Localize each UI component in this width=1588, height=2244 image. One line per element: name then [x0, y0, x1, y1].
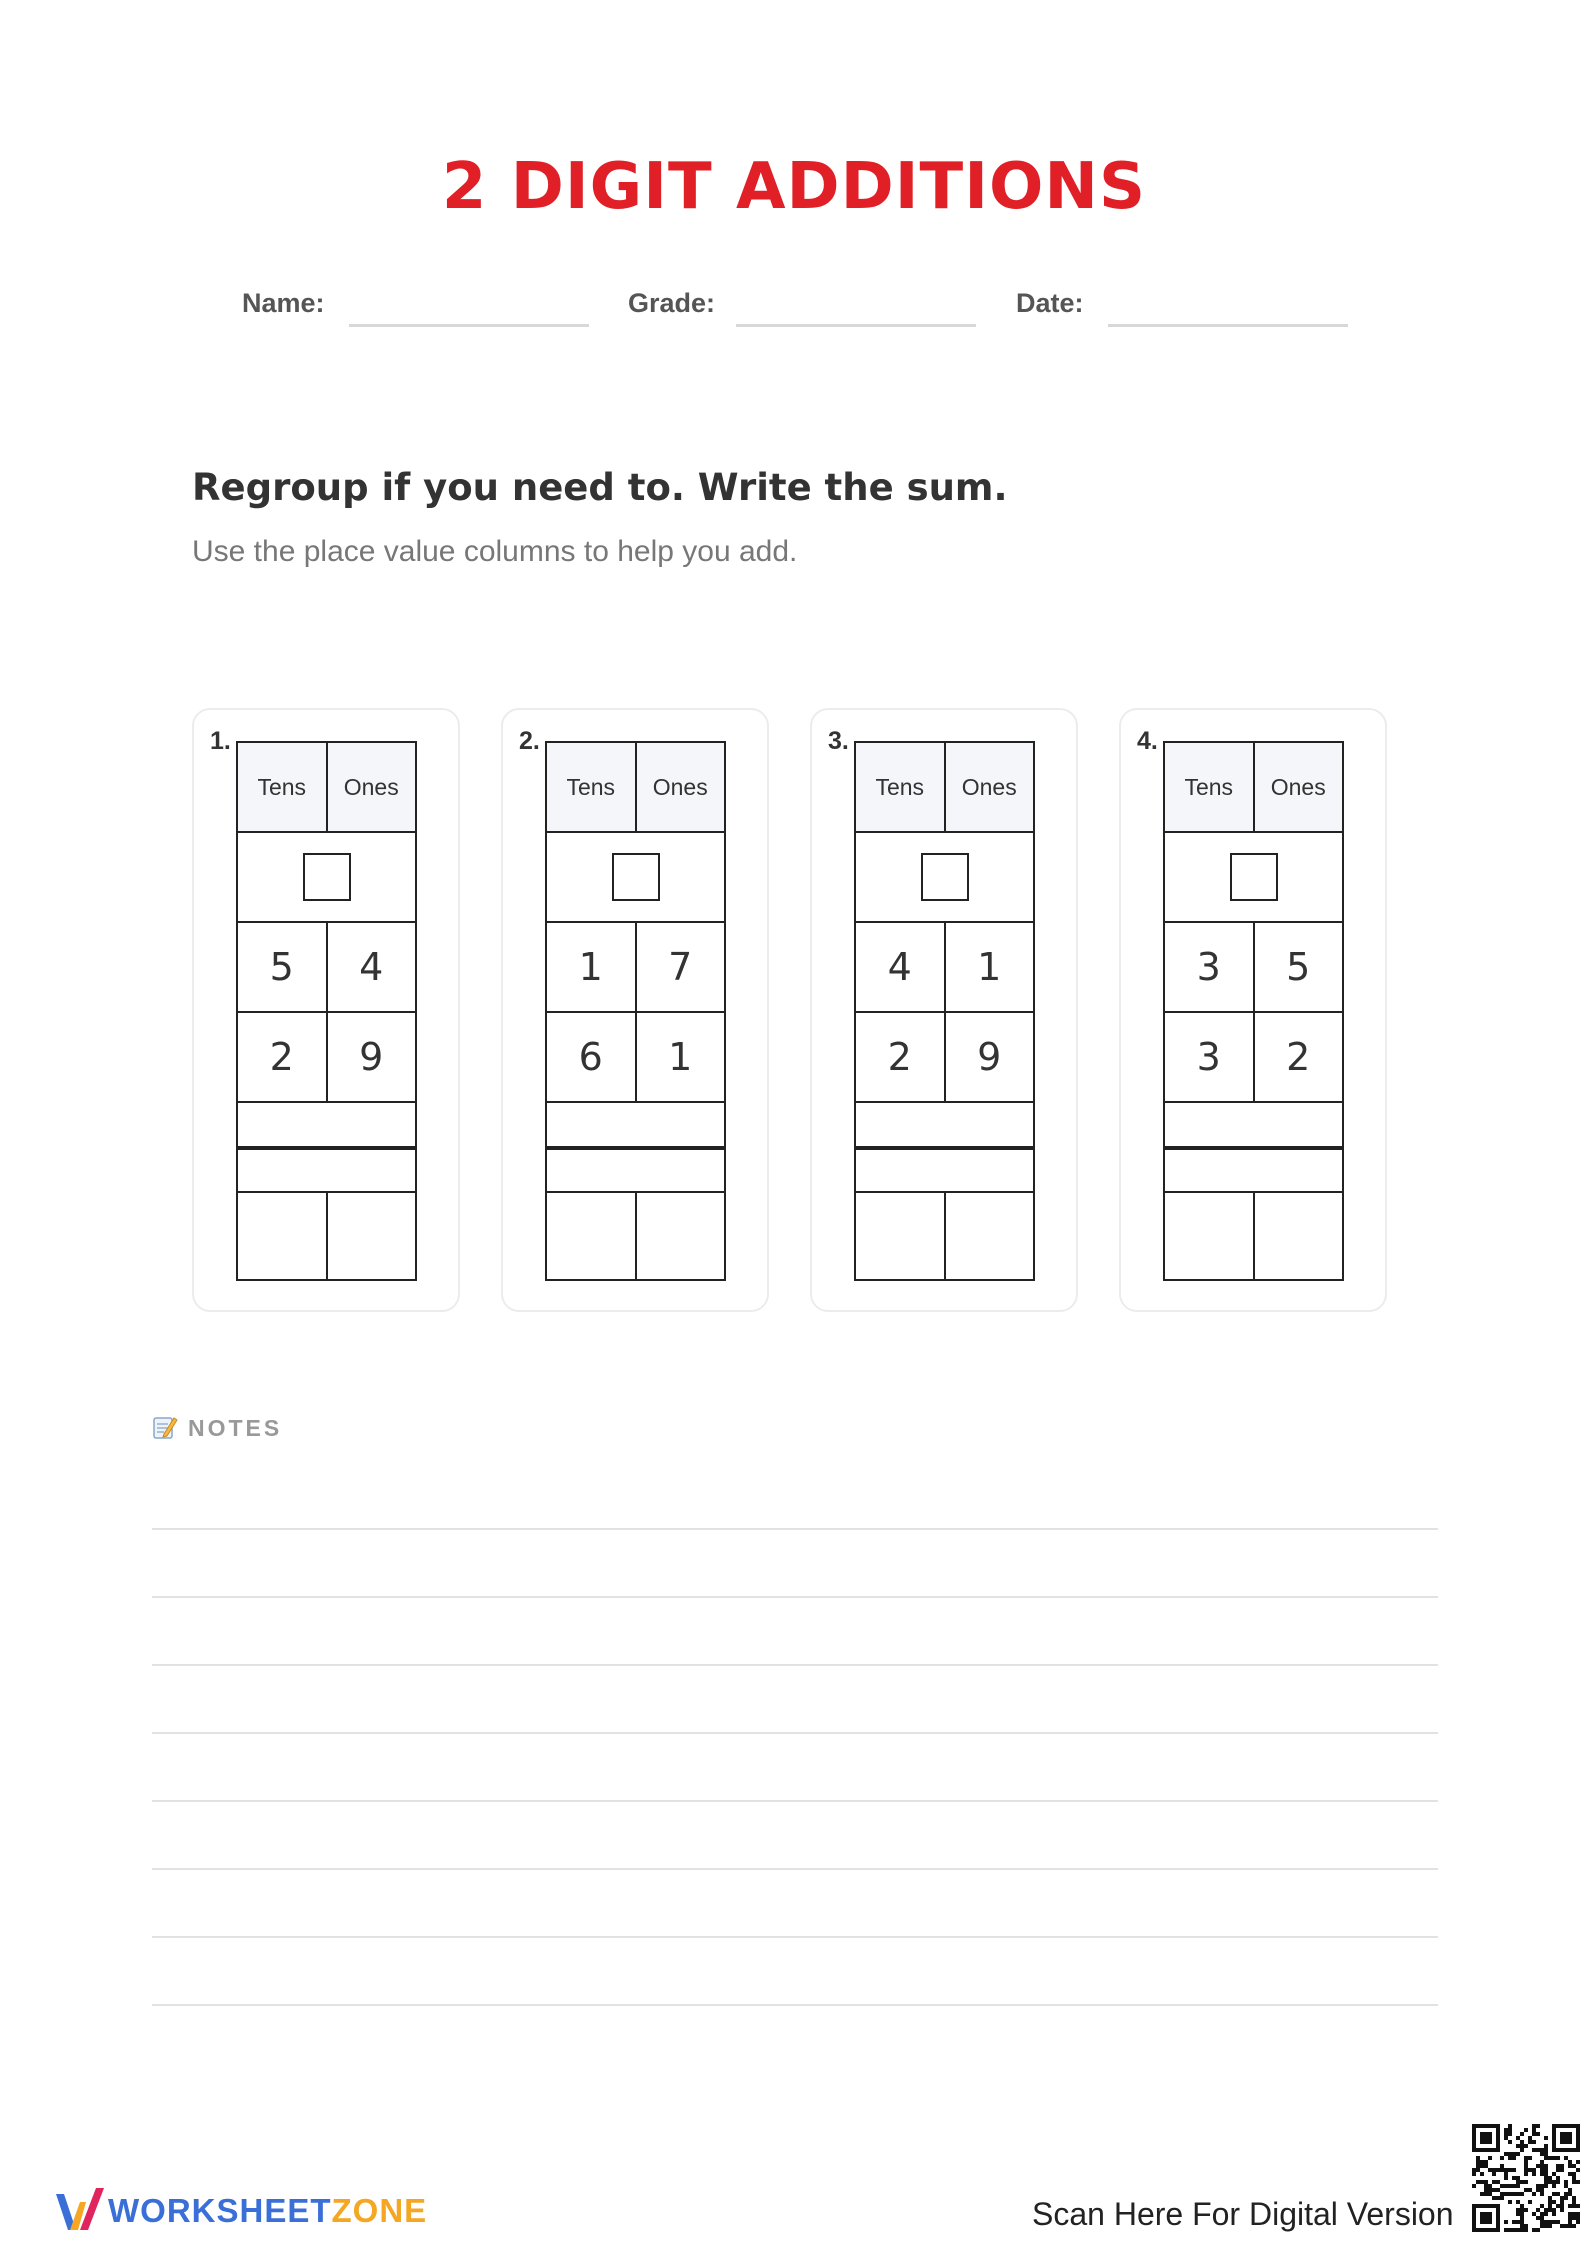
- addend-row-2: [854, 1011, 1035, 1101]
- tens-digit: 2: [269, 1035, 294, 1079]
- ones-digit: 4: [326, 923, 416, 1011]
- place-value-grid: [236, 741, 417, 1281]
- qr-code-icon[interactable]: [1472, 2124, 1580, 2232]
- sum-line-row: [236, 1146, 417, 1191]
- carry-box[interactable]: [921, 853, 969, 901]
- tens-digit: 2: [887, 1035, 912, 1079]
- note-line[interactable]: [152, 1936, 1438, 1938]
- addend-row-2: [236, 1011, 417, 1101]
- memo-icon: [152, 1414, 178, 1440]
- note-line[interactable]: [152, 2004, 1438, 2006]
- notes-label: NOTES: [188, 1415, 283, 1441]
- spacer-row: [854, 1101, 1035, 1146]
- sum-line-row: [1163, 1146, 1344, 1191]
- answer-row: [545, 1191, 726, 1281]
- answer-row: [1163, 1191, 1344, 1281]
- place-value-grid: [1163, 741, 1344, 1281]
- tens-digit: 4: [887, 945, 912, 989]
- answer-tens-box[interactable]: [1165, 1193, 1253, 1279]
- ones-header: Ones: [326, 743, 416, 831]
- column-headers: [854, 741, 1035, 831]
- note-line[interactable]: [152, 1528, 1438, 1530]
- carry-row: [545, 831, 726, 921]
- ones-digit: 9: [326, 1013, 416, 1101]
- answer-ones-box[interactable]: [326, 1193, 416, 1279]
- addend-row-1: [545, 921, 726, 1011]
- problem-number: 4.: [1137, 727, 1158, 755]
- place-value-grid: [854, 741, 1035, 1281]
- notes-heading: [152, 1414, 282, 1442]
- spacer-row: [1163, 1101, 1344, 1146]
- brand-name-part-1: WORKSHEET: [108, 2192, 332, 2229]
- spacer-row: [545, 1101, 726, 1146]
- tens-digit: 5: [269, 945, 294, 989]
- worksheetzone-logo-icon: [52, 2184, 108, 2238]
- addend-row-2: [545, 1011, 726, 1101]
- ones-digit: 7: [635, 923, 725, 1011]
- problem-card-4: [1119, 708, 1387, 1312]
- carry-row: [1163, 831, 1344, 921]
- carry-box[interactable]: [303, 853, 351, 901]
- date-label: Date:: [1016, 288, 1084, 318]
- instructions-subheading: Use the place value columns to help you add.: [192, 535, 798, 568]
- ones-digit: 1: [944, 923, 1034, 1011]
- answer-row: [854, 1191, 1035, 1281]
- student-info-row: [242, 288, 1352, 328]
- carry-box[interactable]: [1230, 853, 1278, 901]
- answer-ones-box[interactable]: [635, 1193, 725, 1279]
- answer-tens-box[interactable]: [856, 1193, 944, 1279]
- ones-digit: 5: [1253, 923, 1343, 1011]
- answer-ones-box[interactable]: [944, 1193, 1034, 1279]
- problem-number: 1.: [210, 727, 231, 755]
- place-value-grid: [545, 741, 726, 1281]
- ones-digit: 9: [944, 1013, 1034, 1101]
- problem-number: 3.: [828, 727, 849, 755]
- scan-text: Scan Here For Digital Version: [1032, 2196, 1454, 2232]
- problem-card-1: [192, 708, 460, 1312]
- addend-row-1: [854, 921, 1035, 1011]
- tens-digit: 1: [578, 945, 603, 989]
- carry-row: [854, 831, 1035, 921]
- name-field[interactable]: [349, 324, 589, 327]
- tens-digit: 3: [1196, 945, 1221, 989]
- date-field[interactable]: [1108, 324, 1348, 327]
- grade-label: Grade:: [628, 288, 716, 318]
- note-line[interactable]: [152, 1800, 1438, 1802]
- ones-digit: 2: [1253, 1013, 1343, 1101]
- note-line[interactable]: [152, 1732, 1438, 1734]
- answer-row: [236, 1191, 417, 1281]
- problem-card-2: [501, 708, 769, 1312]
- grade-field[interactable]: [736, 324, 976, 327]
- addend-row-1: [236, 921, 417, 1011]
- tens-header: Tens: [257, 773, 307, 800]
- tens-digit: 3: [1196, 1035, 1221, 1079]
- problem-card-3: [810, 708, 1078, 1312]
- column-headers: [1163, 741, 1344, 831]
- addend-row-2: [1163, 1011, 1344, 1101]
- column-headers: [545, 741, 726, 831]
- ones-header: Ones: [944, 743, 1034, 831]
- ones-header: Ones: [635, 743, 725, 831]
- carry-row: [236, 831, 417, 921]
- brand-name: [108, 2192, 427, 2230]
- spacer-row: [236, 1101, 417, 1146]
- problem-number: 2.: [519, 727, 540, 755]
- ones-header: Ones: [1253, 743, 1343, 831]
- ones-digit: 1: [635, 1013, 725, 1101]
- tens-header: Tens: [875, 773, 925, 800]
- name-label: Name:: [242, 288, 325, 318]
- brand-name-part-2: ZONE: [331, 2192, 428, 2229]
- column-headers: [236, 741, 417, 831]
- sum-line-row: [854, 1146, 1035, 1191]
- note-line[interactable]: [152, 1596, 1438, 1598]
- worksheet-title: 2 DIGIT ADDITIONS: [441, 150, 1147, 224]
- instructions-heading: Regroup if you need to. Write the sum.: [192, 466, 1008, 509]
- tens-digit: 6: [578, 1035, 603, 1079]
- tens-header: Tens: [1184, 773, 1234, 800]
- tens-header: Tens: [566, 773, 616, 800]
- answer-tens-box[interactable]: [547, 1193, 635, 1279]
- note-line[interactable]: [152, 1868, 1438, 1870]
- carry-box[interactable]: [612, 853, 660, 901]
- answer-tens-box[interactable]: [238, 1193, 326, 1279]
- addend-row-1: [1163, 921, 1344, 1011]
- sum-line-row: [545, 1146, 726, 1191]
- answer-ones-box[interactable]: [1253, 1193, 1343, 1279]
- note-line[interactable]: [152, 1664, 1438, 1666]
